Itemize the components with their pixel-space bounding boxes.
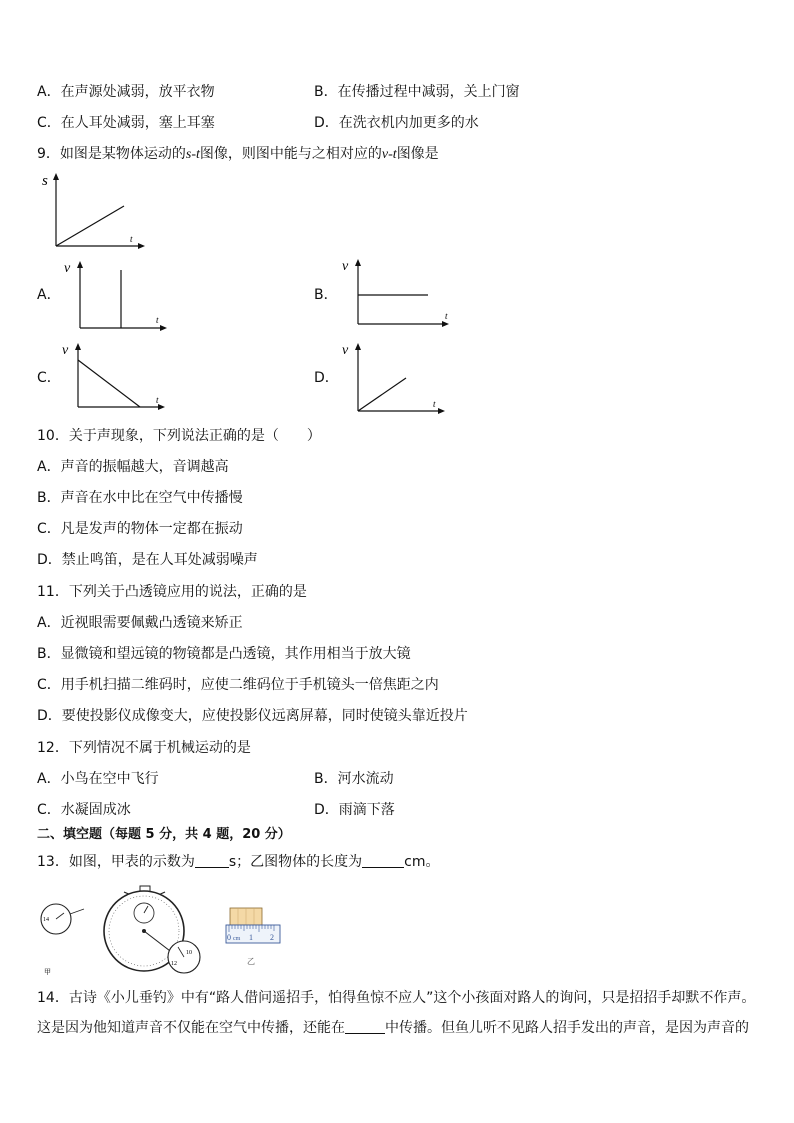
q13-blank-1[interactable] xyxy=(195,853,229,868)
q14-blank-1[interactable] xyxy=(345,1019,385,1034)
ruler-one: 1 xyxy=(249,933,253,942)
q10-option-b: B．声音在水中比在空气中传播慢 xyxy=(37,490,243,506)
vt-graph-c xyxy=(60,340,170,414)
q9-label-b: B． xyxy=(314,287,338,303)
vt-b-axis-v: v xyxy=(342,259,349,274)
ruler-two: 2 xyxy=(270,933,274,942)
q8-option-d: D．在洗衣机内加更多的水 xyxy=(314,115,479,131)
vt-graph-b xyxy=(340,256,456,330)
q8-option-a: A．在声源处减弱，放平衣物 xyxy=(37,84,215,100)
q12-option-a: A．小鸟在空中飞行 xyxy=(37,771,159,787)
q12-stem: 12．下列情况不属于机械运动的是 xyxy=(37,740,251,756)
q10-option-a: A．声音的振幅越大，音调越高 xyxy=(37,459,229,475)
q13-unit-2: cm。 xyxy=(404,854,440,870)
vt-graph-a xyxy=(62,258,172,334)
q9-stem-pre: 9．如图是某物体运动的 xyxy=(37,146,186,162)
q10-stem: 10．关于声现象，下列说法正确的是（ ） xyxy=(37,428,321,444)
q11-option-d: D．要使投影仪成像变大，应使投影仪远离屏幕，同时使镜头靠近投片 xyxy=(37,708,468,724)
q10-option-d: D．禁止鸣笛，是在人耳处减弱噪声 xyxy=(37,552,258,568)
q13-blank-2[interactable] xyxy=(362,853,404,868)
q11-option-c: C．用手机扫描二维码时，应使二维码位于手机镜头一倍焦距之内 xyxy=(37,677,439,693)
st-axis-s: s xyxy=(42,173,48,189)
vt-a-axis-v: v xyxy=(64,261,71,276)
q12-option-c: C．水凝固成冰 xyxy=(37,802,131,818)
vt-d-axis-t: t xyxy=(433,399,436,409)
q11-option-a: A．近视眼需要佩戴凸透镜来矫正 xyxy=(37,615,243,631)
q9-stem-mid: 图像，则图中能与之相对应的 xyxy=(199,146,382,162)
dial-label-12: 12 xyxy=(171,961,177,967)
vt-c-axis-v: v xyxy=(62,343,69,358)
q13-stem xyxy=(37,853,439,871)
q13-unit-1: s；乙图物体的长度为 xyxy=(228,854,363,870)
q9-st-label: s-t xyxy=(185,147,200,162)
q8-option-b: B．在传播过程中减弱，关上门窗 xyxy=(314,84,520,100)
q9-label-d: D． xyxy=(314,370,339,386)
q14-line-2-pre: 这是因为他知道声音不仅能在空气中传播，还能在 xyxy=(37,1020,345,1036)
q9-label-a: A． xyxy=(37,287,61,303)
vt-graph-d xyxy=(340,340,450,414)
vt-a-axis-t: t xyxy=(156,315,159,325)
q11-option-b: B．显微镜和望远镜的物镜都是凸透镜，其作用相当于放大镜 xyxy=(37,646,411,662)
st-axis-t: t xyxy=(130,234,133,244)
vt-d-axis-v: v xyxy=(342,343,349,358)
q10-option-c: C．凡是发声的物体一定都在振动 xyxy=(37,521,243,537)
ruler-cm: cm xyxy=(233,936,241,942)
q9-stem xyxy=(37,145,439,164)
ruler-zero: 0 xyxy=(227,933,231,942)
q9-stem-post: 图像是 xyxy=(396,146,439,162)
q14-line-1: 14．古诗《小儿垂钓》中有“路人借问遥招手，怕得鱼惊不应人”这个小孩面对路人的询问，只是招招手却默不作声。 xyxy=(37,990,756,1006)
section-two-heading: 二、填空题（每题 5 分，共 4 题，20 分） xyxy=(37,827,291,842)
q13-stem-pre: 13．如图，甲表的示数为 xyxy=(37,854,195,870)
vt-b-axis-t: t xyxy=(445,311,448,321)
q14-line-2-post: 中传播。但鱼儿听不见路人招手发出的声音，是因为声音的 xyxy=(385,1020,749,1036)
q11-stem: 11．下列关于凸透镜应用的说法，正确的是 xyxy=(37,584,307,600)
q8-option-c: C．在人耳处减弱，塞上耳塞 xyxy=(37,115,215,131)
q9-label-c: C． xyxy=(37,370,61,386)
stopwatch-figure xyxy=(40,884,210,976)
q14-line-2 xyxy=(37,1019,749,1037)
figure-jia-label: 甲 xyxy=(44,968,51,976)
q12-option-b: B．河水流动 xyxy=(314,771,394,787)
vt-c-axis-t: t xyxy=(156,395,159,405)
dial-label-14: 14 xyxy=(43,917,49,923)
dial-label-10: 10 xyxy=(186,950,192,956)
figure-yi-label: 乙 xyxy=(247,957,255,966)
q12-option-d: D．雨滴下落 xyxy=(314,802,395,818)
ruler-figure xyxy=(220,906,290,968)
st-graph xyxy=(38,170,148,250)
q9-vt-label: v-t xyxy=(381,147,397,162)
